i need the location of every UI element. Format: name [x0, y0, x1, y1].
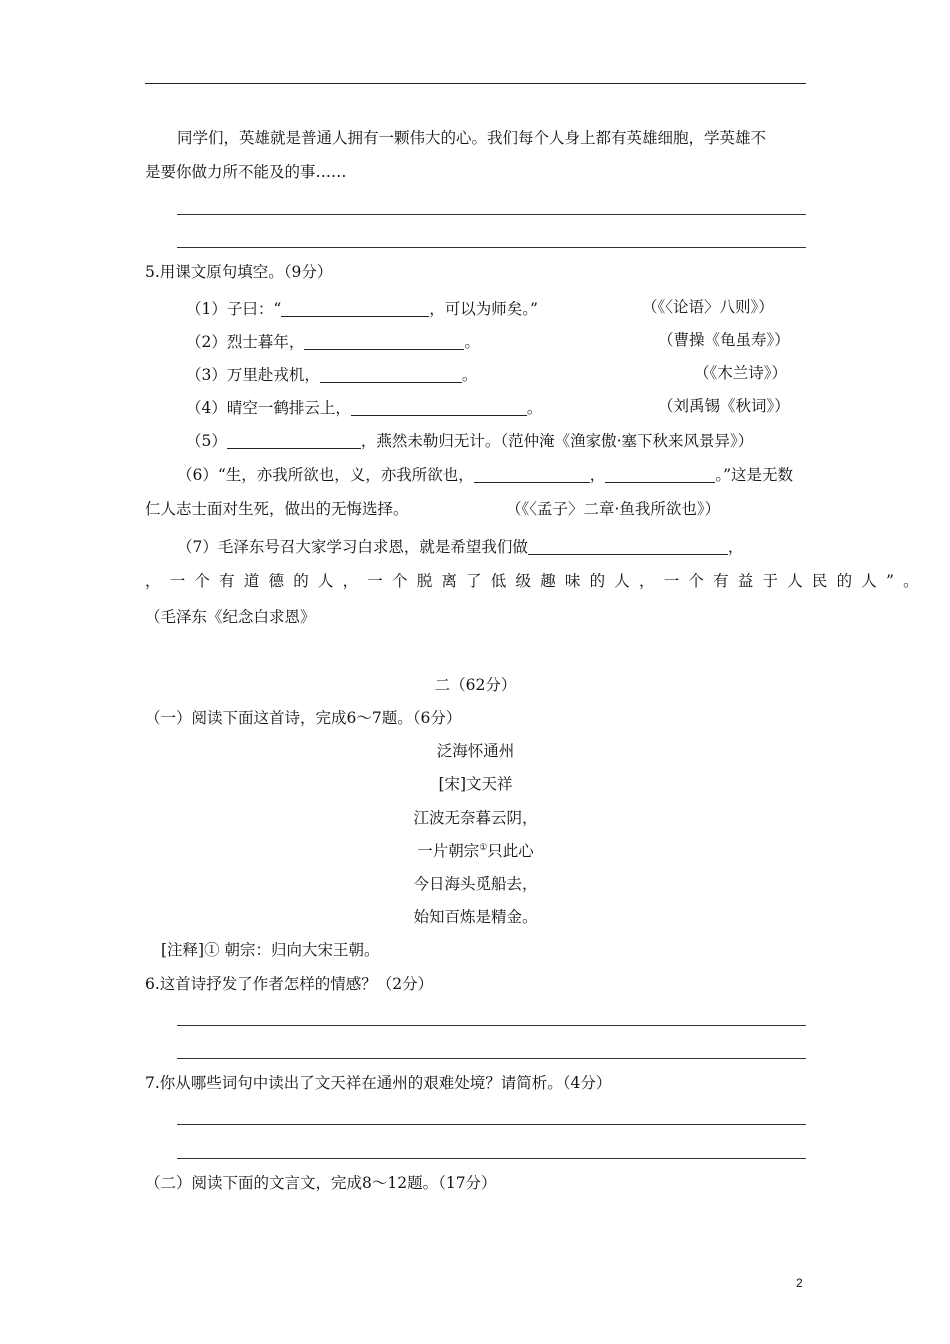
q5-item-1	[186, 300, 538, 318]
poem-title: 泛海怀通州	[436, 742, 515, 760]
page-number: 2	[796, 1276, 803, 1290]
q5-item-7	[177, 538, 743, 556]
answer-line[interactable]	[177, 214, 806, 215]
poem-author: [宋]文天祥	[438, 775, 513, 793]
fill-blank[interactable]	[474, 466, 590, 483]
answer-line[interactable]	[177, 247, 806, 248]
q5-item-4-pre: （4）晴空一鹤排云上，	[186, 399, 351, 417]
fill-blank[interactable]	[304, 333, 464, 350]
fill-blank[interactable]	[320, 366, 462, 383]
q5-item-4	[186, 399, 542, 417]
q5-item-7-pre: （7）毛泽东号召大家学习白求恩，就是希望我们做	[177, 538, 528, 556]
section-2-part-1-title: （一）阅读下面这首诗，完成6～7题。（6分）	[145, 709, 462, 727]
q5-item-6-source: （《〈孟子〉二章·鱼我所欲也》）	[506, 500, 721, 518]
question-5-title: 5.用课文原句填空。（9分）	[145, 263, 333, 281]
answer-line[interactable]	[177, 1124, 806, 1125]
poem-note: [注释]① 朝宗：归向大宋王朝。	[161, 941, 380, 959]
poem-line-3: 今日海头觅船去，	[413, 875, 538, 893]
q5-item-2-post: 。	[464, 333, 480, 351]
section-2-heading: 二（62分）	[434, 676, 517, 694]
poem-line-1: 江波无奈暮云阴，	[413, 809, 538, 827]
poem-line-4: 始知百炼是精金。	[413, 908, 538, 926]
q5-item-7-line-2: ，一个有道德的人，一个脱离了低级趣味的人，一个有益于人民的人”。	[145, 572, 928, 590]
q5-item-6-line-2: 仁人志士面对生死，做出的无悔选择。	[145, 500, 409, 518]
footnote-mark: ①	[479, 843, 488, 853]
fill-blank[interactable]	[227, 432, 361, 449]
q5-item-3-pre: （3）万里赴戎机，	[186, 366, 320, 384]
q5-item-2	[186, 333, 480, 351]
intro-line-1: 同学们，英雄就是普通人拥有一颗伟大的心。我们每个人身上都有英雄细胞，学英雄不	[177, 129, 767, 147]
q5-item-2-pre: （2）烈士暮年，	[186, 333, 305, 351]
question-6: 6.这首诗抒发了作者怎样的情感？（2分）	[145, 975, 434, 993]
q5-item-7-post: ，	[727, 538, 744, 556]
poem-line-2-pre: 一片朝宗	[417, 842, 480, 860]
header-rule	[145, 83, 806, 84]
intro-line-2: 是要你做力所不能及的事……	[145, 163, 347, 181]
answer-line[interactable]	[177, 1025, 806, 1026]
q5-item-3-source: （《木兰诗》）	[694, 364, 788, 382]
q5-item-5-post: ，燕然未勒归无计。（范仲淹《渔家傲·塞下秋来风景异》）	[360, 432, 754, 450]
fill-blank[interactable]	[351, 399, 527, 416]
q5-item-3-post: 。	[461, 366, 478, 384]
answer-line[interactable]	[177, 1158, 806, 1159]
q5-item-3	[186, 366, 477, 384]
poem-line-2-post: 只此心	[487, 842, 534, 860]
poem-line-2	[145, 844, 806, 860]
q5-item-2-source: （曹操《龟虽寿》）	[658, 331, 790, 349]
section-2-part-2-title: （二）阅读下面的文言文，完成8～12题。（17分）	[145, 1174, 497, 1192]
q5-item-1-pre: （1）子曰：“	[186, 300, 282, 318]
fill-blank[interactable]	[528, 538, 728, 555]
q5-item-7-line-3: （毛泽东《纪念白求恩》	[145, 608, 316, 626]
q5-item-1-source: （《〈论语〉八则》）	[642, 298, 774, 316]
question-7: 7.你从哪些词句中读出了文天祥在通州的艰难处境？请简析。（4分）	[145, 1074, 612, 1092]
q5-item-6-mid: ，	[589, 466, 606, 484]
q5-item-5-pre: （5）	[186, 432, 227, 450]
q5-item-6-pre: （6）“生，亦我所欲也，义，亦我所欲也，	[177, 466, 474, 484]
q5-item-6	[177, 466, 793, 484]
q5-item-1-post: ，可以为师矣。”	[429, 300, 538, 318]
q5-item-4-source: （刘禹锡《秋词》）	[658, 397, 790, 415]
fill-blank[interactable]	[281, 300, 429, 317]
q5-item-4-post: 。	[526, 399, 543, 417]
q5-item-5	[186, 432, 753, 450]
q5-item-6-post: 。”这是无数	[715, 466, 793, 484]
answer-line[interactable]	[177, 1058, 806, 1059]
fill-blank[interactable]	[605, 466, 715, 483]
